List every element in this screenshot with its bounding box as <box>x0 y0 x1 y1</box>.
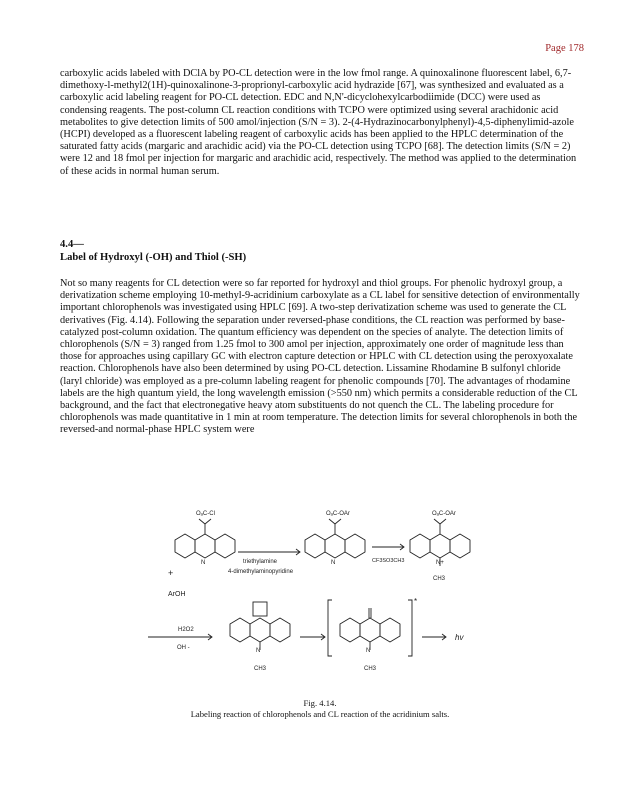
arrow1-bottom-label: 4-dimethylaminopyridine <box>228 569 294 575</box>
body-paragraph-2: Not so many reagents for CL detection were so far reported for hydroxyl and thiol groups. For phenolic hydroxyl group, a derivatization scheme employing 10-methyl-9-acridinium carboxylate as a CL label for sensitive detection of environmentally important chlorophenols was investigated using HPLC [69]. A two-step derivatization scheme was used to generate the CL derivatives (Fig. 4.14). Following the separation under reversed-phase conditions, the CL reaction was performed by base-catalyzed post-column oxidation. The quantum efficiency was dependent on the species of analyte. The detection limits of chlorophenols (S/N = 3) ranged from 1.25 fmol to 300 amol per injection, approximately one order of magnitude less than those for approaches using capillary GC with electron capture detection or HPLC with CL detection using the peroxyoxalate reaction. Chlorophenols have also been determined by using PO-CL detection. Lissamine Rhodamine B sulfonyl chloride (laryl chloride) was employed as a pre-column labeling reagent for phenolic compounds [70]. The advantages of rhodamine labels are the high quantum yield, the long wavelength emission (>550 nm) which permits a considerable reduction of the CL background, and the fact that electronegative heavy atom substituents do not quench the CL. The labeling procedure for chlorophenols was made quantitative in 1 min at room temperature. The detection limits for several chlorophenols in both the reversed-and normal-phase HPLC system were <box>60 278 580 436</box>
dioxetanone-structure <box>230 602 290 650</box>
ester-group-label-1: OₐC-OAr <box>326 511 350 517</box>
arrow3-top-label: H2O2 <box>178 627 194 633</box>
methyl-label-3: CH3 <box>364 666 377 672</box>
arrow3-bottom-label: OH - <box>177 645 190 651</box>
reagent-aroh-label: ArOH <box>168 591 186 598</box>
light-emission-label: hv <box>455 633 464 642</box>
ester-group-label-2: OₐC-OAr <box>432 511 456 517</box>
arrow2-bottom-label: CF3SO3CH3 <box>372 558 405 564</box>
arrow1-top-label: triethylamine <box>243 559 278 565</box>
acridine-reagent-structure <box>175 519 235 558</box>
reaction-scheme-figure <box>140 492 500 687</box>
plus-sign: + <box>168 568 174 578</box>
ring-nitrogen-label-4: N <box>366 648 371 654</box>
section-heading <box>60 238 246 264</box>
excited-state-mark: * <box>414 597 418 606</box>
methyl-label-1: CH3 <box>433 576 446 582</box>
ring-nitrogen-label-2: N <box>331 560 336 566</box>
ring-nitrogen-label-1: N <box>201 560 206 566</box>
figure-label: Fig. 4.14. <box>303 698 337 708</box>
acridinium-ester-structure <box>410 519 470 566</box>
page-number: Page 178 <box>545 43 584 54</box>
section-number: 4.4— <box>60 239 84 250</box>
methyl-label-2: CH3 <box>254 666 267 672</box>
acridine-ester-structure <box>305 519 365 558</box>
figure-caption: Labeling reaction of chlorophenols and CL reaction of the acridinium salts. <box>190 709 450 719</box>
ring-nitrogen-label-3: N <box>256 648 261 654</box>
ring-nitrogen-plus-label: N+ <box>436 560 444 566</box>
body-paragraph-1: carboxylic acids labeled with DClA by PO-CL detection were in the low fmol range. A quinoxalinone fluorescent label, 6,7-dimethoxy-l-methyl2(1H)-quinoxalinone-3-proprionyl-carboxylic acid hydrazide [67], was synthesized and evaluated as a carboxylic acid labeling reagent for PO-CL detection. EDC and N,N'-dicyclohexylcarbodiimide (DCC) were used as condensing reagents. The post-column CL reaction conditions with TCPO were optimized using several arachidonic acid metabolites to give detection limits of 500 amol/injection (S/N = 3). 2-(4-Hydrazinocarbonylphenyl)-4,5-diphenylimid-azole (HCPI) developed as a fluorescent labeling reagent of carboxylic acids has been applied to the HPLC determination of the saturated fatty acids (margaric and arachidic acid) via the PO-CL detection using TCPO [68]. The detection limits (S/N = 2) were 12 and 18 fmol per injection for margaric and arachidic acid, respectively. The method was applied to the determination of these acids in normal human serum. <box>60 68 577 177</box>
acyl-chloride-label: OₐC-Cl <box>196 511 215 517</box>
section-title: Label of Hydroxyl (-OH) and Thiol (-SH) <box>60 252 247 263</box>
